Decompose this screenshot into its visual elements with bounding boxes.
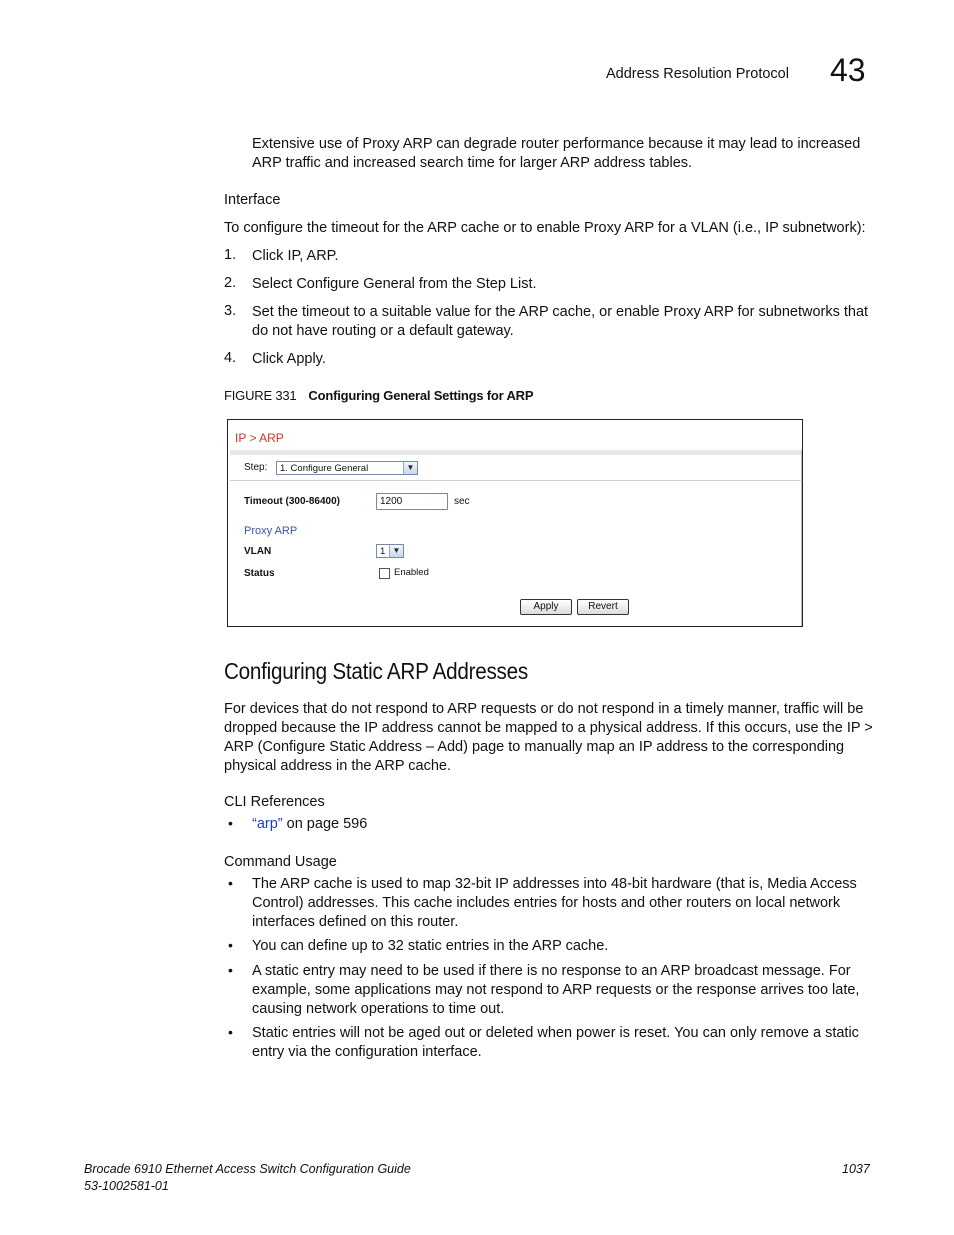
cli-reference: [252, 815, 367, 834]
vlan-select-value: 1: [380, 546, 386, 557]
section-body: For devices that do not respond to ARP requests or do not respond in a timely manner, traffic will be dropped because the IP address cannot be mapped to a physical address. If this occurs, use the IP > ARP (Configure Static Address – Add) page to manually map an IP address to the corresponding physical address in the ARP cache.: [224, 701, 873, 774]
chevron-down-icon[interactable]: ▼: [389, 545, 403, 557]
step-text: Click Apply.: [252, 351, 326, 367]
timeout-unit: sec: [454, 496, 470, 507]
figure-label: FIGURE 331: [224, 388, 297, 403]
status-enabled-checkbox[interactable]: [379, 568, 390, 579]
step-select[interactable]: [276, 461, 418, 475]
step-select-value: 1. Configure General: [280, 463, 369, 474]
panel-edge: [801, 450, 802, 626]
breadcrumb: IP > ARP: [235, 431, 284, 445]
timeout-input[interactable]: 1200: [376, 493, 448, 510]
proxy-arp-heading: Proxy ARP: [244, 525, 298, 537]
timeout-label: Timeout (300-86400): [244, 496, 340, 507]
chevron-down-icon[interactable]: ▼: [403, 462, 417, 474]
cli-page-ref: on page 596: [282, 816, 368, 832]
usage-heading: Command Usage: [224, 854, 337, 870]
bullet-dot: •: [228, 875, 233, 891]
bullet-dot: •: [228, 937, 233, 953]
usage-item: A static entry may need to be used if there is no response to an ARP broadcast message. For example, some applications may not respond to ARP requests or the response arrives too late, causing network operations to time out.: [252, 963, 860, 1017]
footer-page-number: 1037: [842, 1162, 870, 1176]
step-text: Click IP, ARP.: [252, 248, 339, 264]
step-number: 3.: [224, 303, 237, 319]
step-text: Set the timeout to a suitable value for the ARP cache, or enable Proxy ARP for subnetworks that do not have routing or a default gateway.: [252, 304, 869, 339]
arp-config-panel: [227, 419, 803, 627]
footer-doc-number: 53-1002581-01: [84, 1179, 169, 1193]
revert-button[interactable]: Revert: [577, 599, 629, 615]
step-label: Step:: [244, 462, 268, 473]
step-divider: [230, 480, 802, 481]
arp-command-link[interactable]: “arp”: [252, 816, 283, 832]
apply-button[interactable]: Apply: [520, 599, 572, 615]
vlan-label: VLAN: [244, 546, 272, 557]
vlan-select[interactable]: [376, 544, 404, 558]
footer-guide-title: Brocade 6910 Ethernet Access Switch Configuration Guide: [84, 1162, 411, 1176]
usage-item: Static entries will not be aged out or deleted when power is reset. You can only remove a static entry via the configuration interface.: [252, 1025, 859, 1060]
step-text: Select Configure General from the Step List.: [252, 276, 537, 292]
cli-heading: CLI References: [224, 794, 325, 810]
proxy-arp-note: Extensive use of Proxy ARP can degrade router performance because it may lead to increased ARP traffic and increased search time for larger ARP address tables.: [252, 136, 861, 171]
step-number: 1.: [224, 247, 237, 263]
status-enabled-label: Enabled: [394, 567, 429, 578]
title-divider: [230, 450, 802, 455]
interface-heading: Interface: [224, 192, 281, 208]
bullet-dot: •: [228, 962, 233, 978]
usage-item: You can define up to 32 static entries in the ARP cache.: [252, 938, 609, 954]
step-number: 4.: [224, 350, 237, 366]
figure-title: Configuring General Settings for ARP: [308, 388, 534, 403]
section-title: Configuring Static ARP Addresses: [224, 658, 528, 684]
usage-item: The ARP cache is used to map 32-bit IP addresses into 48-bit hardware (that is, Media Access Control) addresses. This cache includes entries for hosts and other routers on local network interfaces defined on this router.: [252, 876, 857, 930]
bullet-dot: •: [228, 815, 233, 831]
chapter-number: 43: [830, 52, 866, 88]
step-number: 2.: [224, 275, 237, 291]
interface-lead: To configure the timeout for the ARP cache or to enable Proxy ARP for a VLAN (i.e., IP subnetwork):: [224, 220, 866, 236]
status-label: Status: [244, 568, 275, 579]
figure-caption: [224, 388, 533, 403]
running-header-title: Address Resolution Protocol: [606, 66, 789, 82]
bullet-dot: •: [228, 1024, 233, 1040]
